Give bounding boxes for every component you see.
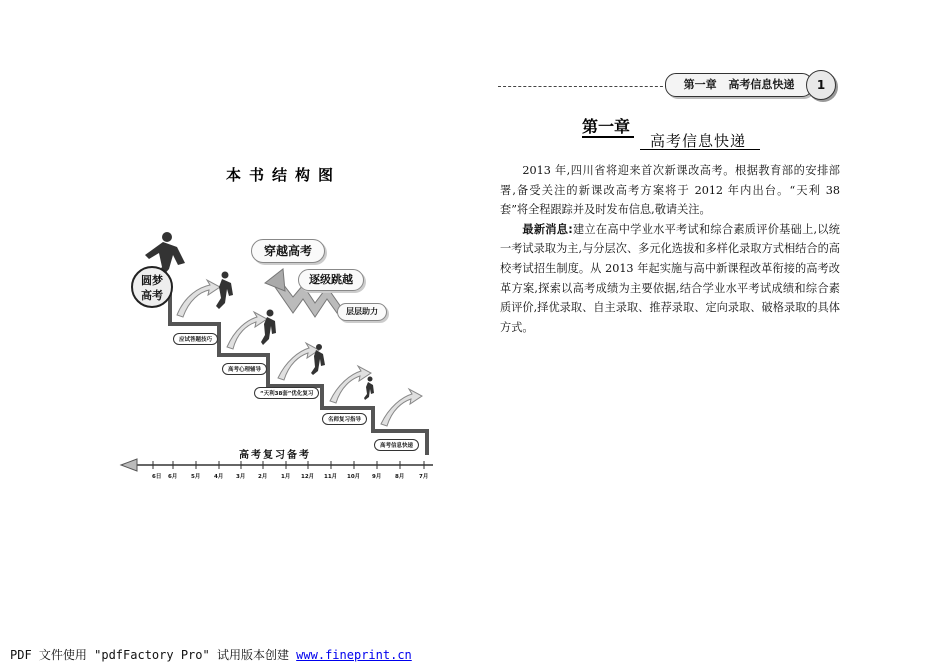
footer-link[interactable]: www.fineprint.cn [296,648,412,662]
chapter-label: 第一章 [582,114,630,137]
cloud-cross-exam: 穿越高考 [251,239,325,263]
month-label: 6日 [152,474,162,480]
month-label: 8月 [395,474,405,480]
step-label-exam-news: 高考信息快递 [374,439,419,451]
month-label: 10月 [347,474,361,480]
month-label: 3月 [236,474,246,480]
step-label-optimized-review: “天利38套”优化复习 [254,387,319,399]
month-label: 7月 [419,474,429,480]
month-label: 1月 [281,474,291,480]
month-label: 12月 [301,474,315,480]
paragraph-1: 2013 年,四川省将迎来首次新课改高考。根据教育部的安排部署,备受关注的新课改高考方案将于 2012 年内出台。“天利 38 套”将全程跟踪并及时发布信息,敬请关注。 [500,164,840,217]
staircase-line [170,293,427,455]
footer-text: PDF 文件使用 "pdfFactory Pro" 试用版本创建 [10,648,297,662]
pdf-footer [10,646,412,663]
month-label: 6月 [168,474,178,480]
timeline-arrow-head [121,459,137,471]
badge-line-2: 高考 [141,289,163,302]
header-dashed-rule [498,86,668,87]
step-label-answer-skills: 应试答题技巧 [173,333,218,345]
dream-badge [131,266,173,308]
header-section: 高考信息快递 [728,78,795,91]
paragraph-2-text: 建立在高中学业水平考试和综合素质评价基础上,以统一考试录取为主,与分层次、多元化选拔和多样化录取方式相结合的高校考试招生制度。从 2013 年起实施与高中新课程改革衔接的高考改革方案,探索以高考成绩为主要依据,结合学业水平考试成绩和综合素质评价,择优录取、自主录取、推荐录取、定向录取、破格录取的具体方式。 [500,222,840,334]
month-label: 5月 [191,474,201,480]
page-number: 1 [806,70,836,100]
header-chapter: 第一章 [683,78,717,91]
body-text [500,161,840,337]
month-label: 11月 [324,474,338,480]
month-label: 4月 [214,474,224,480]
running-header [665,73,813,97]
badge-line-1: 圆梦 [141,274,163,287]
paragraph-2-lead: 最新消息: [522,222,573,236]
timeline-title: 高考复习备考 [239,450,311,461]
cloud-step-jump: 逐级跳越 [298,269,364,291]
chapter-subtitle: 高考信息快递 [650,132,747,150]
month-label: 2月 [258,474,268,480]
step-label-psychology: 高考心理辅导 [222,363,267,375]
chapter-rule [640,149,760,150]
cloud-layer-assist: 层层助力 [337,303,387,321]
month-label: 9月 [372,474,382,480]
structure-chart-title: 本书结构图 [226,166,342,184]
paragraph-2 [500,220,840,338]
step-label-teacher-guidance: 名师复习指导 [322,413,367,425]
structure-diagram [115,225,445,500]
